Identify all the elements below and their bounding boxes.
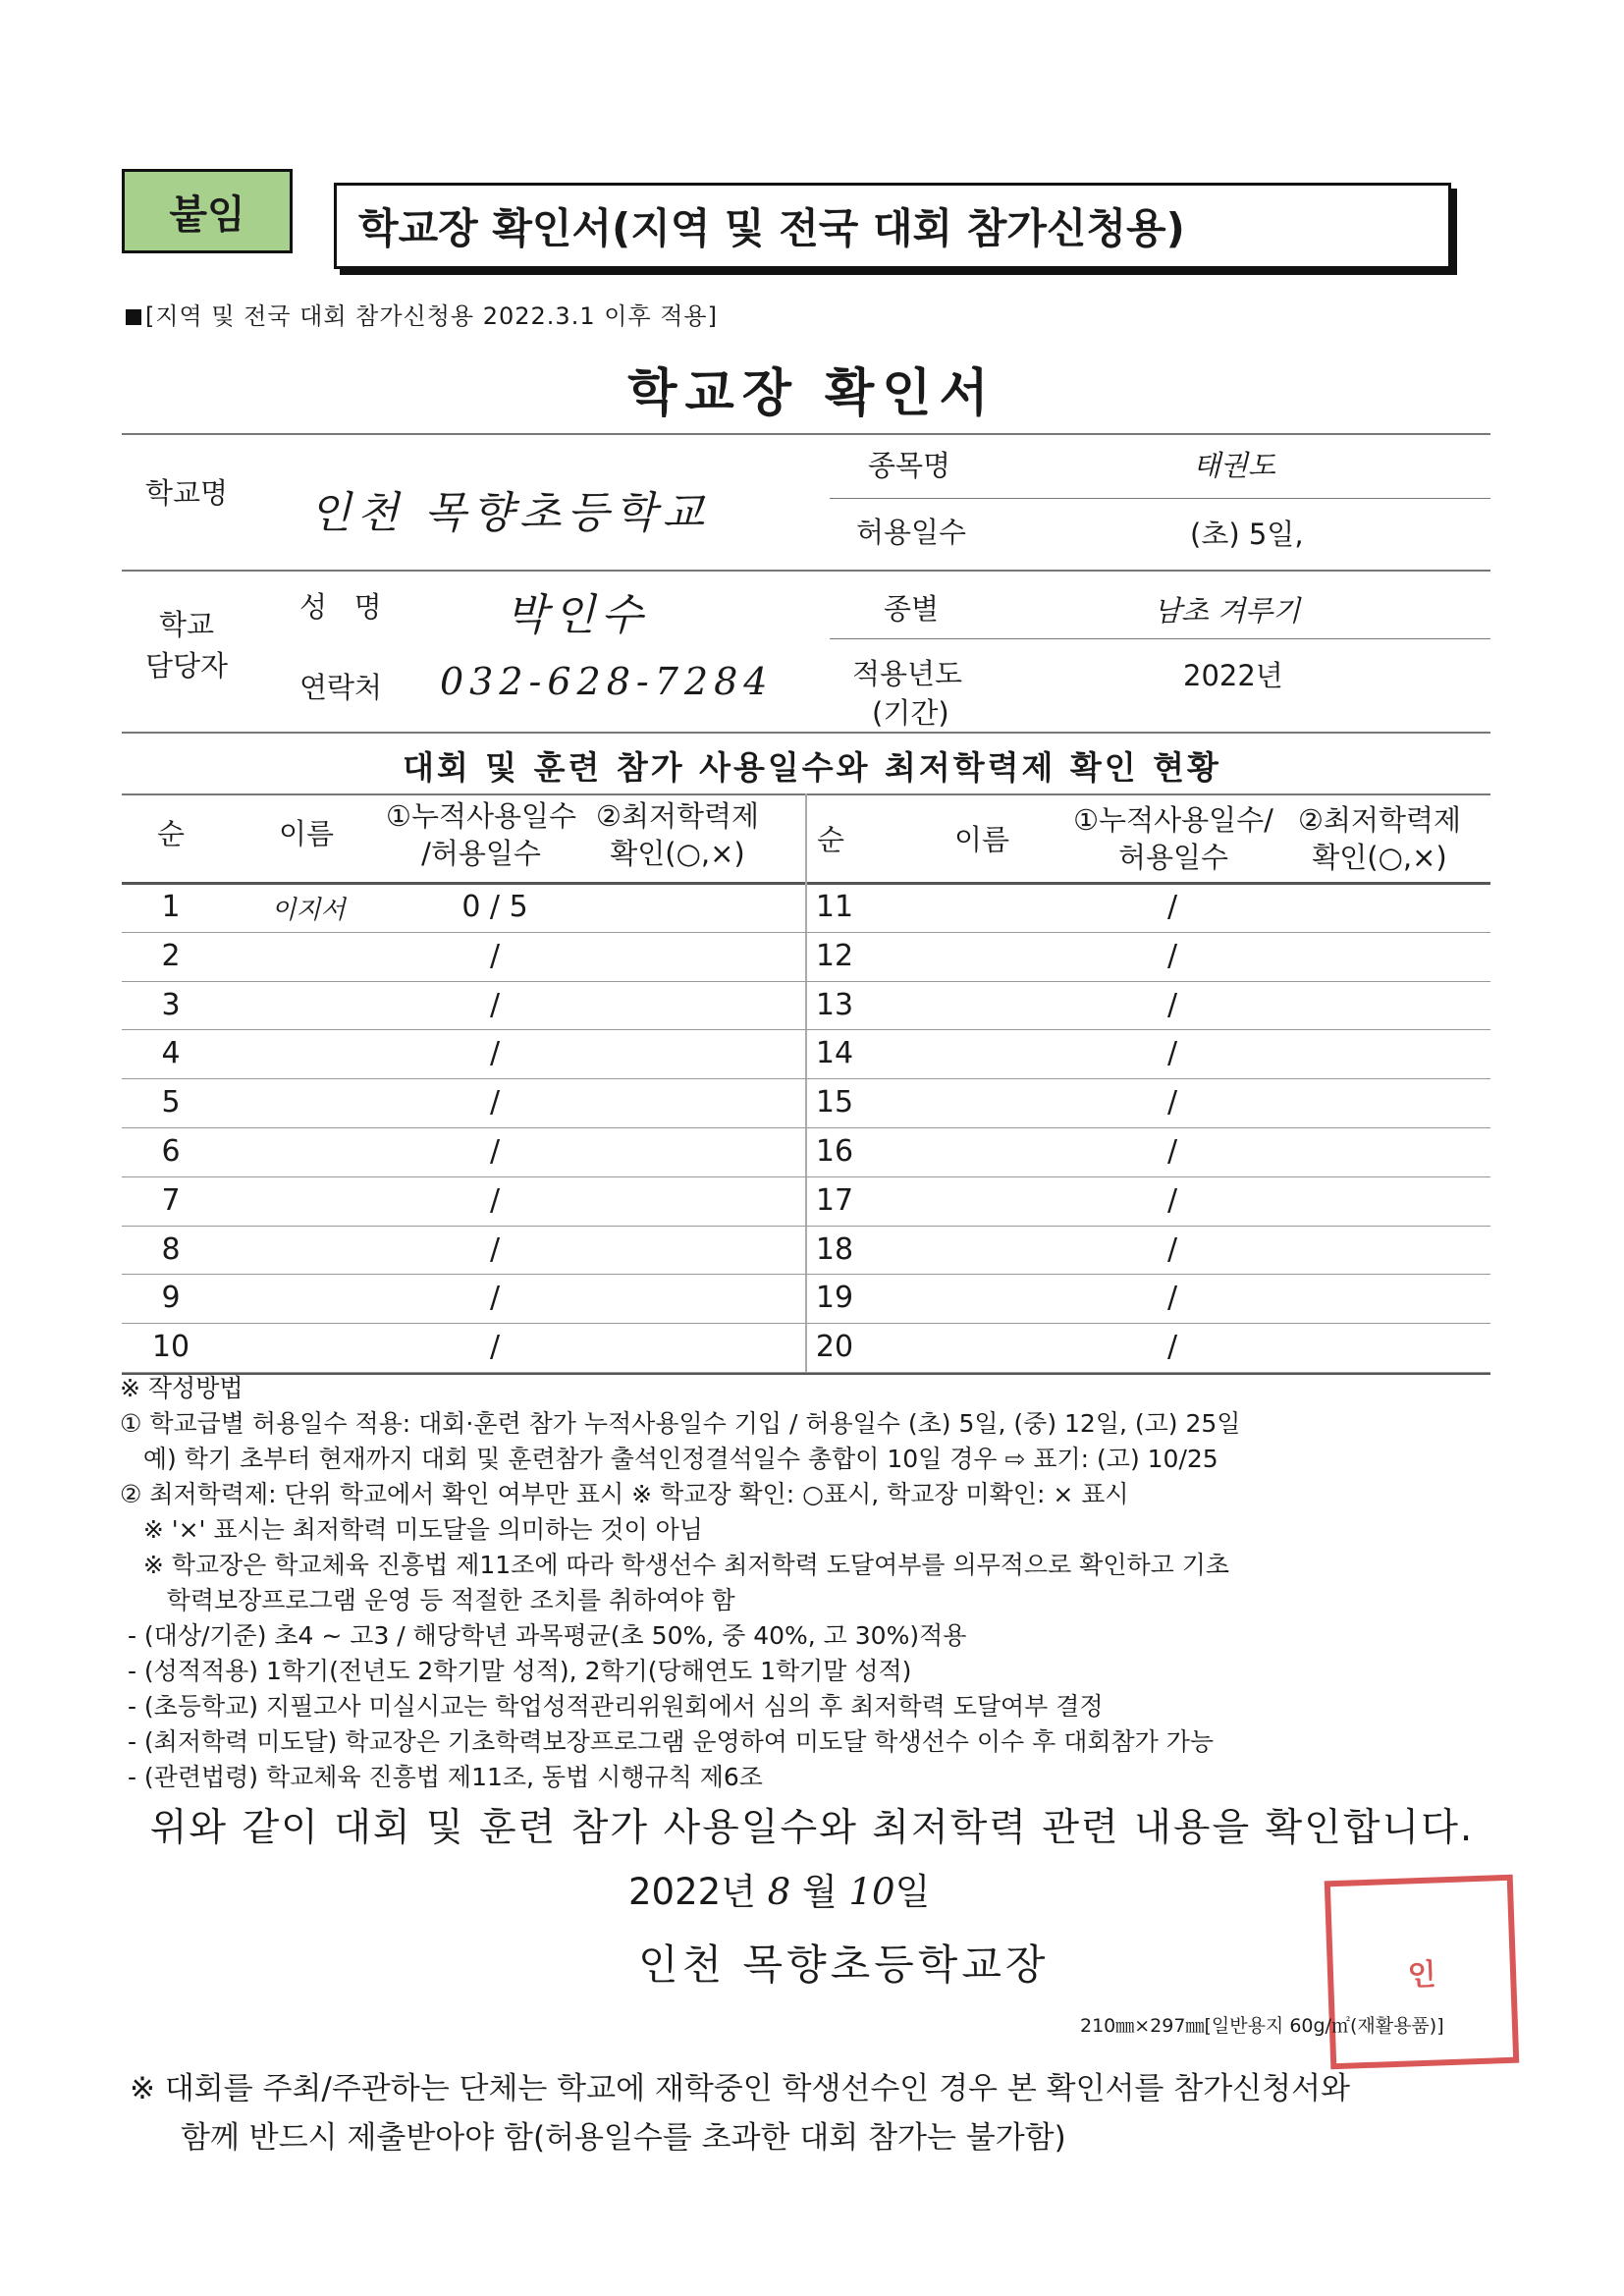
table-row <box>122 1030 1490 1079</box>
header-used-days <box>378 797 584 872</box>
used-days: / <box>1166 1134 1178 1169</box>
allowed-days-label: 허용일수 <box>856 516 967 549</box>
date-day-unit: 일 <box>894 1871 931 1913</box>
header-academic <box>579 797 776 872</box>
attachment-badge: 붙임 <box>122 169 293 253</box>
notes <box>120 1371 1494 1795</box>
name-label: 성 명 <box>299 590 382 624</box>
note-line: ※ 학교장은 학교체육 진흥법 제11조에 따라 학생선수 최저학력 도달여부를 의무적으로 확인하고 기초 <box>120 1551 1230 1579</box>
row-number: 2 <box>161 938 181 973</box>
staff-name-value: 박인수 <box>506 590 649 640</box>
row-number: 5 <box>161 1085 181 1121</box>
footer-note <box>130 2064 1524 2162</box>
info-divider <box>830 498 1490 499</box>
table-row <box>122 1128 1490 1177</box>
form-title: 학교장 확인서(지역 및 전국 대회 참가신청용) <box>334 183 1451 269</box>
date-month-unit: 월 <box>801 1871 838 1913</box>
used-days: / <box>489 1182 501 1218</box>
header-name: 이름 <box>953 823 1010 856</box>
seal-text: 인 <box>1407 1957 1437 1994</box>
header-academic <box>1281 801 1478 876</box>
row-number: 14 <box>815 1036 854 1071</box>
header-used-days-line1: ①누적사용일수/ <box>1073 803 1273 837</box>
header-used-days <box>1070 801 1276 876</box>
used-days: / <box>1166 987 1178 1022</box>
table-row <box>122 1275 1490 1324</box>
table-row <box>122 933 1490 982</box>
year-label: 적용년도 <box>852 657 963 690</box>
table-title: 대회 및 훈련 참가 사용일수와 최저학력제 확인 현황 <box>403 748 1221 787</box>
row-number: 1 <box>161 890 181 924</box>
school-name-value: 인천 목향초등학교 <box>309 488 711 538</box>
row-number: 9 <box>161 1281 181 1316</box>
info-bottom-rule <box>122 732 1490 734</box>
date-day: 10 <box>848 1871 895 1913</box>
used-days: / <box>489 938 501 973</box>
event-value: 태권도 <box>1193 449 1276 482</box>
staff-label: 담당자 <box>145 649 229 683</box>
table-row <box>122 982 1490 1031</box>
table-row <box>122 884 1490 933</box>
staff-label: 학교 <box>159 608 215 641</box>
header-academic-line1: ②최저학력제 <box>595 799 760 833</box>
date <box>628 1862 930 1915</box>
used-days: / <box>1166 1281 1178 1316</box>
applicability-note <box>126 297 718 331</box>
row-number: 15 <box>815 1085 854 1121</box>
used-days: / <box>489 1134 501 1169</box>
row-number: 17 <box>815 1182 854 1218</box>
used-days: / <box>489 1231 501 1267</box>
used-days: / <box>489 1085 501 1121</box>
note-line: ② 최저학력제: 단위 학교에서 확인 여부만 표시 ※ 학교장 확인: ○표시, 학교장 미확인: × 표시 <box>120 1480 1129 1508</box>
header-academic-line1: ②최저학력제 <box>1297 803 1462 837</box>
allowed-days-value: (초) 5일, <box>1190 518 1304 551</box>
used-days: / <box>489 1330 501 1365</box>
used-days: / <box>489 1036 501 1071</box>
confirmation-text: 위와 같이 대회 및 훈련 참가 사용일수와 최저학력 관련 내용을 확인합니다. <box>149 1806 1475 1850</box>
date-year: 2022년 <box>628 1871 756 1913</box>
row-number: 16 <box>815 1134 854 1169</box>
row-number: 20 <box>815 1330 854 1365</box>
event-label: 종목명 <box>868 449 951 482</box>
header-academic-line2: 확인(○,×) <box>610 837 745 870</box>
used-days: / <box>1166 890 1178 924</box>
row-number: 10 <box>151 1330 190 1365</box>
school-name-label: 학교명 <box>145 476 229 510</box>
note-line: ① 학교급별 허용일수 적용: 대회·훈련 참가 누적사용일수 기입 / 허용일수 (초) 5일, (중) 12일, (고) 25일 <box>120 1409 1241 1438</box>
year-label: (기간) <box>872 696 949 730</box>
used-days: / <box>489 987 501 1022</box>
used-days: 0 / 5 <box>461 890 528 924</box>
used-days: / <box>1166 1085 1178 1121</box>
note-line: - (관련법령) 학교체육 진흥법 제11조, 동법 시행규칙 제6조 <box>120 1763 763 1791</box>
note-line: 학력보장프로그램 운영 등 적절한 조치를 취하여야 함 <box>120 1586 735 1614</box>
note-line: - (최저학력 미도달) 학교장은 기초학력보장프로그램 운영하여 미도달 학생선수 이수 후 대회참가 가능 <box>120 1727 1215 1756</box>
note-line: - (초등학교) 지필고사 미실시교는 학업성적관리위원회에서 심의 후 최저학력 도달여부 결정 <box>120 1692 1104 1721</box>
principal-name: 인천 목향초등학교장 <box>638 1941 1050 1989</box>
square-bullet-icon <box>126 309 141 325</box>
note-line: ※ '×' 표시는 최저학력 미도달을 의미하는 것이 아님 <box>120 1515 703 1544</box>
school-seal-stamp <box>1325 1875 1520 2070</box>
note-line: - (성적적용) 1학기(전년도 2학기말 성적), 2학기(당해연도 1학기말 성적) <box>120 1657 912 1685</box>
table-row <box>122 1177 1490 1227</box>
category-label: 종별 <box>884 592 940 626</box>
row-number: 4 <box>161 1036 181 1071</box>
used-days: / <box>1166 1036 1178 1071</box>
used-days: / <box>1166 1330 1178 1365</box>
header-name: 이름 <box>278 817 335 850</box>
info-divider <box>830 638 1490 639</box>
info-mid-rule <box>122 570 1490 572</box>
note-line: ※ 작성방법 <box>120 1374 244 1402</box>
header-used-days-line2: 허용일수 <box>1117 841 1229 874</box>
footer-note-line1: ※ 대회를 주최/주관하는 단체는 학교에 재학중인 학생선수인 경우 본 확인서를 참가신청서와 <box>130 2071 1350 2106</box>
header-used-days-line1: ①누적사용일수 <box>385 799 577 833</box>
header-academic-line2: 확인(○,×) <box>1312 841 1447 874</box>
row-number: 6 <box>161 1134 181 1169</box>
row-number: 11 <box>815 890 854 924</box>
header-no: 순 <box>816 823 844 856</box>
used-days: / <box>1166 938 1178 973</box>
contact-label: 연락처 <box>299 671 383 704</box>
row-number: 3 <box>161 987 181 1022</box>
category-value: 남초 겨루기 <box>1154 594 1301 628</box>
row-number: 13 <box>815 987 854 1022</box>
date-month: 8 <box>767 1871 791 1913</box>
used-days: / <box>1166 1231 1178 1267</box>
row-number: 8 <box>161 1231 181 1267</box>
footer-note-line2: 함께 반드시 제출받아야 함(허용일수를 초과한 대회 참가는 불가함) <box>181 2120 1066 2156</box>
row-number: 18 <box>815 1231 854 1267</box>
row-number: 7 <box>161 1182 181 1218</box>
student-name: 이지서 <box>271 896 346 925</box>
header-no: 순 <box>156 817 185 850</box>
note-line: - (대상/기준) 초4 ~ 고3 / 해당학년 과목평균(초 50%, 중 40%, 고 30%)적용 <box>120 1621 967 1650</box>
document-heading: 학교장 확인서 <box>627 364 997 423</box>
contact-value: 032-628-7284 <box>440 660 774 703</box>
table-row <box>122 1079 1490 1128</box>
row-number: 19 <box>815 1281 854 1316</box>
used-days: / <box>489 1281 501 1316</box>
info-top-rule <box>122 433 1490 435</box>
applicability-note-text: [지역 및 전국 대회 참가신청용 2022.3.1 이후 적용] <box>145 302 718 330</box>
table-row <box>122 1227 1490 1276</box>
table-body <box>122 884 1490 1375</box>
header-used-days-line2: /허용일수 <box>421 837 541 870</box>
table-row <box>122 1324 1490 1373</box>
paper-spec: 210㎜×297㎜[일반용지 60g/㎡(재활용품)] <box>1080 2015 1444 2037</box>
note-line: 예) 학기 초부터 현재까지 대회 및 훈련참가 출석인정결석일수 총합이 10일 경우 ⇨ 표기: (고) 10/25 <box>120 1445 1218 1473</box>
year-value: 2022년 <box>1183 659 1283 692</box>
used-days: / <box>1166 1182 1178 1218</box>
row-number: 12 <box>815 938 854 973</box>
